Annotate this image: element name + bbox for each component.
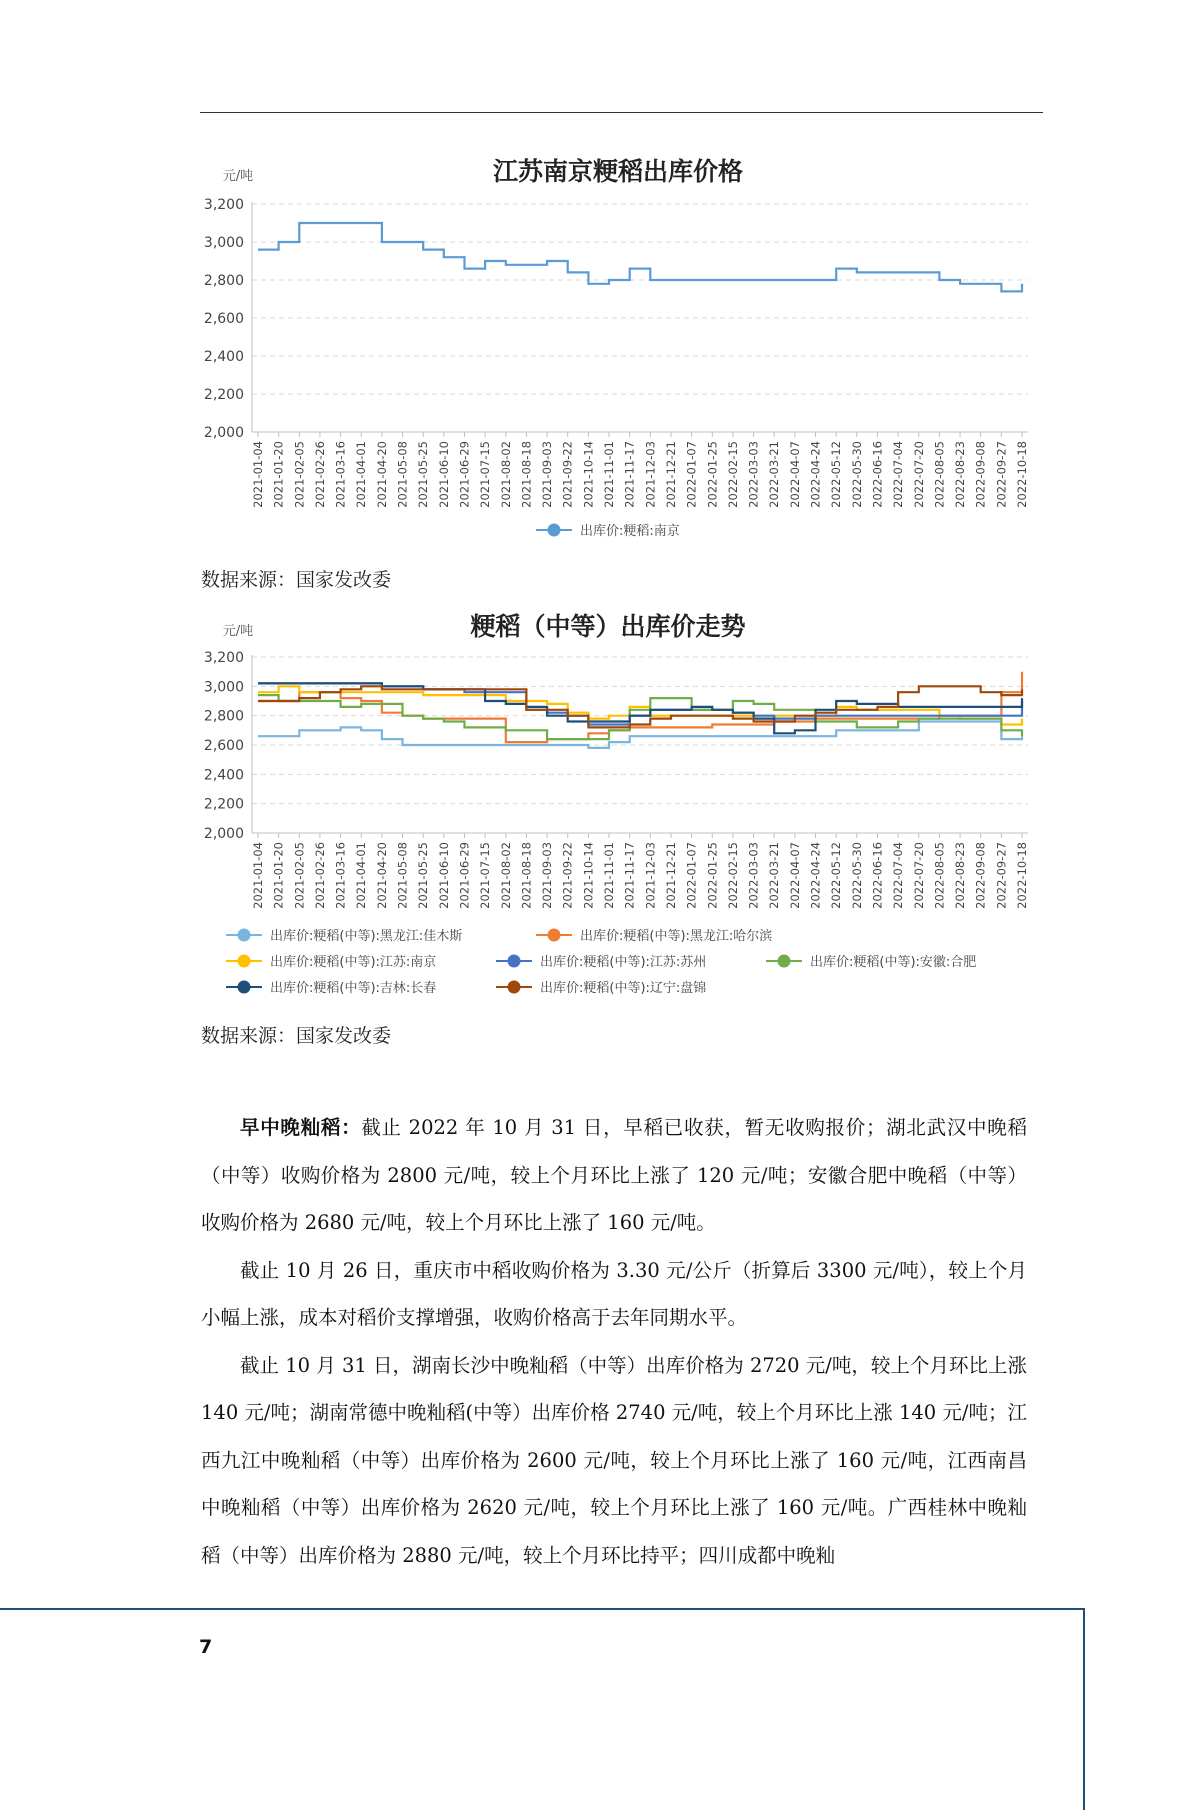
data-source-note: 数据来源：国家发改委: [201, 569, 392, 591]
x-tick-label: 2022-02-15: [725, 441, 740, 508]
legend-label: 出库价:粳稻(中等):辽宁:盘锦: [540, 981, 707, 996]
x-tick-label: 2022-07-20: [911, 441, 926, 508]
data-source-note: 数据来源：国家发改委: [201, 1025, 392, 1047]
paragraph: [201, 1104, 1027, 1247]
legend-swatch-marker: [508, 981, 521, 994]
x-tick-label: 2022-09-27: [994, 441, 1009, 508]
x-tick-label: 2021-08-18: [519, 441, 534, 508]
y-unit-label: 元/吨: [222, 624, 254, 639]
legend-swatch-marker: [238, 981, 251, 994]
x-tick-label: 2022-07-20: [911, 842, 926, 909]
legend-swatch-marker: [778, 955, 791, 968]
y-tick-label: 2,800: [203, 273, 244, 289]
paragraph: [201, 1247, 1027, 1342]
x-tick-label: 2021-08-18: [519, 842, 534, 909]
x-tick-label: 2021-01-04: [251, 842, 265, 909]
x-tick-label: 2022-05-30: [849, 842, 864, 909]
x-tick-label: 2021-05-08: [395, 842, 410, 909]
x-tick-label: 2022-06-16: [870, 842, 885, 909]
x-tick-label: 2021-10-14: [581, 842, 596, 909]
y-unit-label: 元/吨: [222, 169, 254, 184]
header-rule: [200, 112, 1043, 113]
x-tick-label: 2021-08-02: [498, 441, 513, 508]
x-tick-label: 2022-01-07: [684, 842, 699, 909]
x-tick-label: 2021-04-01: [354, 842, 369, 909]
legend-swatch-marker: [508, 955, 521, 968]
chart-title: 粳稻（中等）出库价走势: [470, 612, 746, 641]
x-tick-label: 2021-06-29: [457, 842, 472, 909]
x-tick-label: 2022-10-18: [1015, 441, 1029, 508]
x-tick-label: 2022-05-30: [849, 441, 864, 508]
x-tick-label: 2021-06-10: [436, 842, 451, 909]
legend-label: 出库价:粳稻(中等):江苏:南京: [270, 955, 437, 970]
x-tick-label: 2022-09-08: [973, 441, 988, 508]
x-tick-label: 2021-12-21: [663, 842, 678, 909]
y-tick-label: 2,400: [203, 349, 244, 365]
chart-nanjing: [196, 150, 1046, 550]
x-tick-label: 2021-04-01: [354, 441, 369, 508]
x-tick-label: 2021-02-05: [292, 842, 307, 909]
x-tick-label: 2022-07-04: [891, 842, 906, 909]
x-tick-label: 2021-06-29: [457, 441, 472, 508]
x-tick-label: 2022-01-25: [705, 842, 720, 909]
legend-label: 出库价:粳稻(中等):安徽:合肥: [810, 955, 977, 970]
x-tick-label: 2021-08-02: [498, 842, 513, 909]
x-tick-label: 2022-01-25: [705, 441, 720, 508]
y-tick-label: 2,600: [203, 311, 244, 327]
chart-nanjing-svg: [196, 150, 1046, 550]
x-tick-label: 2022-03-21: [767, 441, 782, 508]
legend-swatch-marker: [238, 929, 251, 942]
x-tick-label: 2022-05-12: [829, 842, 844, 909]
x-tick-label: 2022-04-07: [787, 441, 802, 508]
y-tick-label: 3,000: [203, 235, 244, 251]
y-tick-label: 2,000: [203, 826, 244, 842]
x-tick-label: 2021-05-08: [395, 441, 410, 508]
x-tick-label: 2021-12-21: [663, 441, 678, 508]
x-tick-label: 2021-10-14: [581, 441, 596, 508]
x-tick-label: 2021-06-10: [436, 441, 451, 508]
x-tick-label: 2021-12-03: [643, 441, 658, 508]
x-tick-label: 2022-04-24: [808, 842, 823, 909]
x-tick-label: 2022-03-21: [767, 842, 782, 909]
x-tick-label: 2022-07-04: [891, 441, 906, 508]
paragraph-text: 截止 2022 年 10 月 31 日，早稻已收获，暂无收购报价；湖北武汉中晚稻（中等）收购价格为 2800 元/吨，较上个月环比上涨了 120 元/吨；安徽合肥中晚稻（中等）收购价格为 2680 元/吨，较上个月环比上涨了 160 元/吨。: [201, 1116, 1027, 1234]
y-tick-label: 3,000: [203, 679, 244, 696]
x-tick-label: 2021-05-25: [416, 842, 431, 909]
x-tick-label: 2021-03-16: [333, 842, 348, 909]
paragraph-text: 截止 10 月 31 日，湖南长沙中晚籼稻（中等）出库价格为 2720 元/吨，较上个月环比上涨 140 元/吨；湖南常德中晚籼稻(中等）出库价格 2740 元/吨，较上个月环比上涨 140 元/吨；江西九江中晚籼稻（中等）出库价格为 2600 元/吨，较上个月环比上涨了 160 元/吨，江西南昌中晚籼稻（中等）出库价格为 2620 元/吨，较上个月环比上涨了 160 元/吨。广西桂林中晚籼稻（中等）出库价格为 2880 元/吨，较上个月环比持平；四川成都中晚籼: [201, 1353, 1027, 1567]
x-tick-label: 2021-01-04: [251, 441, 265, 508]
x-tick-label: 2021-02-26: [312, 842, 327, 909]
paragraph: [201, 1342, 1027, 1580]
chart-japonica-trend-svg: [196, 605, 1046, 1005]
x-tick-label: 2021-09-22: [560, 842, 575, 909]
x-tick-label: 2021-09-22: [560, 441, 575, 508]
x-tick-label: 2022-10-18: [1015, 842, 1029, 909]
x-tick-label: 2021-04-20: [374, 441, 389, 508]
x-tick-label: 2022-08-05: [932, 842, 947, 909]
x-tick-label: 2022-04-07: [787, 842, 802, 909]
legend-label: 出库价:粳稻(中等):吉林:长春: [270, 981, 437, 996]
x-tick-label: 2022-02-15: [725, 842, 740, 909]
y-tick-label: 2,200: [203, 796, 244, 813]
x-tick-label: 2021-01-20: [271, 441, 286, 508]
legend-label: 出库价:粳稻:南京: [580, 524, 680, 539]
y-tick-label: 3,200: [203, 197, 244, 213]
page-footer-frame: [0, 1608, 1085, 1810]
y-tick-label: 2,000: [203, 425, 244, 441]
x-tick-label: 2021-09-03: [540, 842, 555, 909]
x-tick-label: 2022-01-07: [684, 440, 699, 508]
legend-label: 出库价:粳稻(中等):江苏:苏州: [540, 955, 707, 970]
y-tick-label: 2,200: [203, 387, 244, 403]
y-tick-label: 2,800: [203, 708, 244, 725]
x-tick-label: 2021-11-17: [622, 842, 637, 909]
legend-swatch-marker: [548, 929, 561, 942]
chart-title: 江苏南京粳稻出库价格: [492, 157, 744, 186]
x-tick-label: 2021-09-03: [540, 441, 555, 508]
x-tick-label: 2021-03-16: [333, 441, 348, 508]
paragraph-lead: 早中晚籼稻：: [240, 1116, 362, 1139]
x-tick-label: 2022-09-08: [973, 842, 988, 909]
x-tick-label: 2022-08-23: [953, 842, 968, 909]
body-text: [201, 1104, 1027, 1579]
x-tick-label: 2021-02-05: [292, 441, 307, 508]
page-number: 7: [199, 1636, 213, 1658]
y-tick-label: 2,600: [203, 738, 244, 754]
x-tick-label: 2022-08-05: [932, 441, 947, 508]
x-tick-label: 2021-11-17: [622, 441, 637, 508]
x-tick-label: 2021-02-26: [312, 441, 327, 508]
y-tick-label: 3,200: [203, 650, 244, 666]
x-tick-label: 2022-03-03: [746, 441, 761, 508]
y-tick-label: 2,400: [203, 767, 244, 784]
x-tick-label: 2022-09-27: [994, 842, 1009, 909]
x-tick-label: 2021-07-15: [478, 441, 493, 508]
x-tick-label: 2021-11-01: [602, 441, 617, 508]
x-tick-label: 2021-11-01: [602, 842, 617, 909]
chart-japonica-trend: [196, 605, 1046, 1005]
legend-label: 出库价:粳稻(中等):黑龙江:佳木斯: [270, 929, 463, 944]
series-line: [258, 223, 1022, 291]
paragraph-text: 截止 10 月 26 日，重庆市中稻收购价格为 3.30 元/公斤（折算后 3300 元/吨），较上个月小幅上涨，成本对稻价支撑增强，收购价格高于去年同期水平。: [201, 1258, 1027, 1329]
legend-label: 出库价:粳稻(中等):黑龙江:哈尔滨: [580, 929, 773, 944]
legend-swatch-marker: [548, 524, 561, 537]
x-tick-label: 2022-04-24: [808, 441, 823, 508]
x-tick-label: 2021-12-03: [643, 842, 658, 909]
x-tick-label: 2021-07-15: [478, 842, 493, 909]
series-line: [258, 683, 1022, 733]
x-tick-label: 2022-08-23: [953, 441, 968, 508]
x-tick-label: 2022-03-03: [746, 842, 761, 909]
x-tick-label: 2022-06-16: [870, 441, 885, 508]
x-tick-label: 2021-05-25: [416, 441, 431, 508]
x-tick-label: 2021-01-20: [271, 842, 286, 909]
legend-swatch-marker: [238, 955, 251, 968]
x-tick-label: 2021-04-20: [374, 842, 389, 909]
x-tick-label: 2022-05-12: [829, 441, 844, 508]
